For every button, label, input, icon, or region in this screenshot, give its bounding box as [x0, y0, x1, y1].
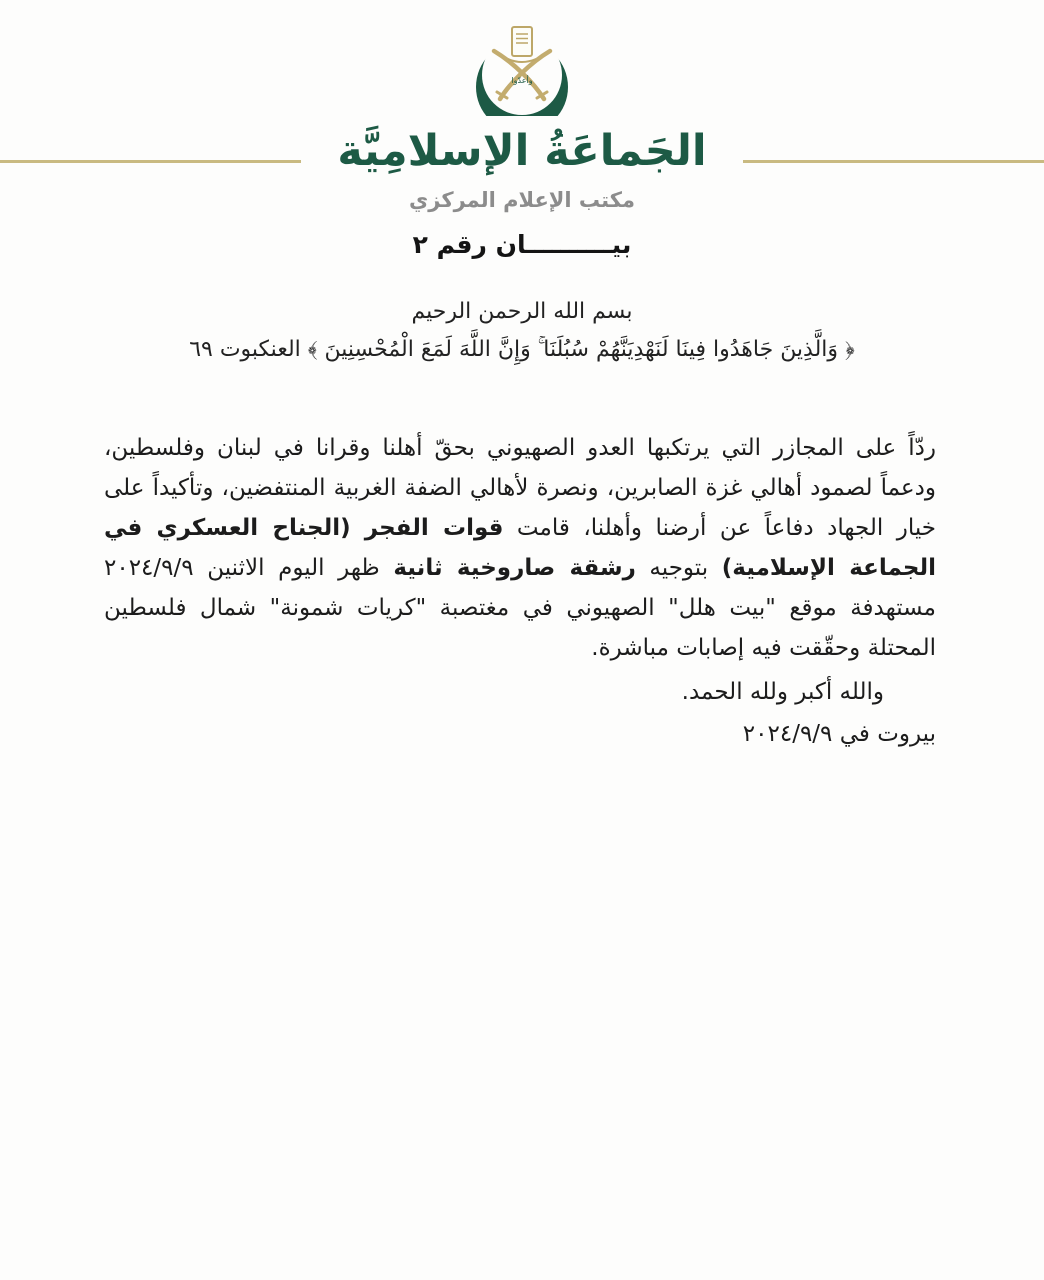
takbir-line: والله أكبر ولله الحمد. [681, 679, 884, 705]
body-segment-bold: قوات الفجر (الجناح العسكري في الجماعة الإسلامية) [104, 515, 937, 581]
statement-title: بيــــــــــان رقم ٢ [412, 230, 632, 259]
body-paragraph [104, 428, 936, 668]
org-name-calligraphy: الجَماعَةُ الإسلامِيَّة [301, 116, 742, 186]
body-segment: ظهر اليوم الاثنين ٢٠٢٤/٩/٩ مستهدفة موقع "بيت هلل" الصهيوني في مغتصبة "كريات شمونة" شمال فلسطين المحتلة وحقّقت فيه إصابات مباشرة. [104, 555, 936, 661]
quran-verse-line: ﴿ وَالَّذِينَ جَاهَدُوا فِينَا لَنَهْدِيَنَّهُمْ سُبُلَنَا ۚ وَإِنَّ اللَّهَ لَمَعَ الْمُحْسِنِينَ ﴾ العنكبوت ٦٩ [189, 337, 855, 362]
statement-body-block [104, 428, 936, 754]
media-office-label: مكتب الإعلام المركزي [409, 188, 635, 212]
dateline: بيروت في ٢٠٢٤/٩/٩ [742, 721, 936, 747]
basmala-line: بسم الله الرحمن الرحيم [411, 299, 633, 324]
brand-row [0, 116, 1044, 186]
body-segment: ردّاً على المجازر التي يرتكبها العدو الصهيوني بحقّ أهلنا وقرانا في لبنان وفلسطين، ودعماً لصمود أهالي غزة الصابرين، ونصرة لأهالي الضفة الغربية المنتفضين، وتأكيداً على خيار الجهاد دفاعاً عن أرضنا وأهلنا، قامت [104, 435, 937, 541]
body-segment: بتوجيه [635, 555, 722, 581]
logo-inscription: وأعدّوا [511, 76, 533, 85]
body-segment-bold: رشقة صاروخية ثانية [393, 555, 636, 581]
